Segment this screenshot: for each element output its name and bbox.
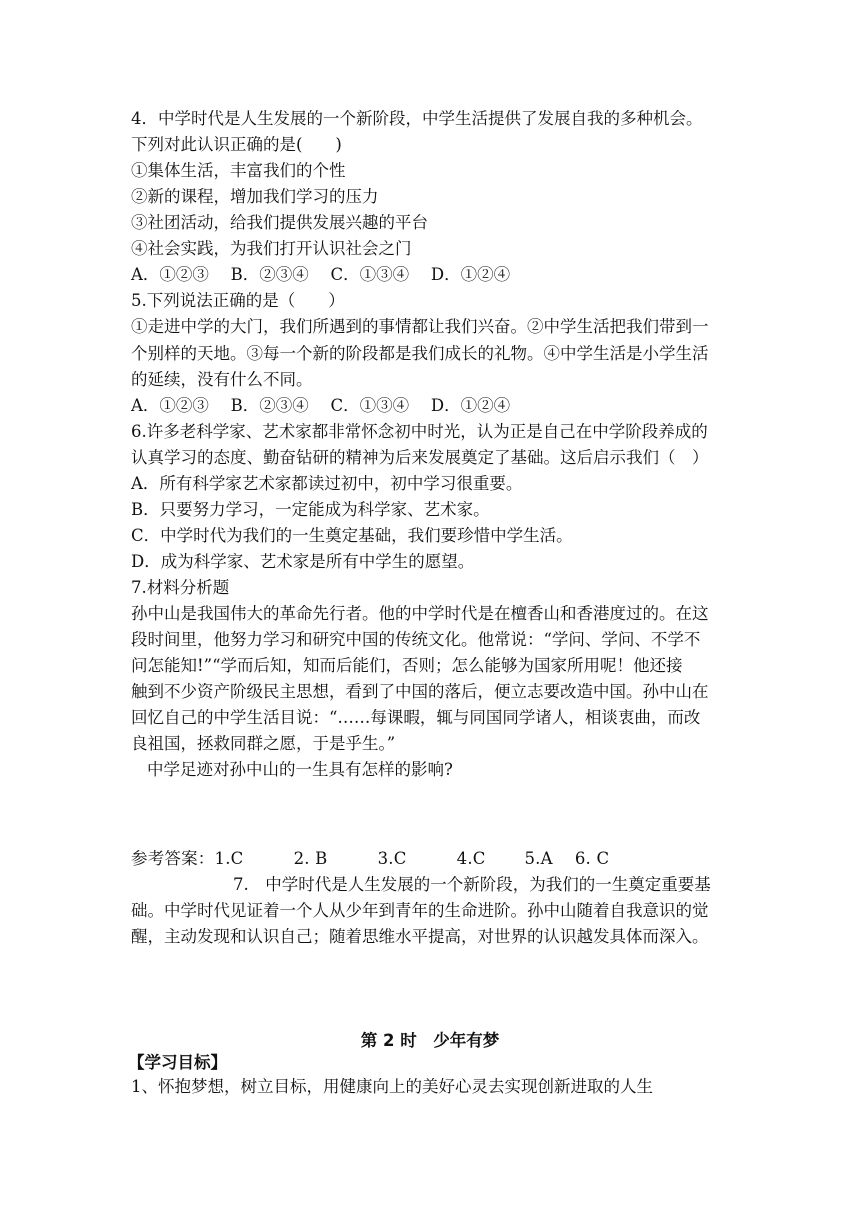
- q6-option-c: C．中学时代为我们的一生奠定基础，我们要珍惜中学生活。: [131, 526, 573, 545]
- q7-material-line6: 良祖国，拯救同群之愿，于是乎生。”: [131, 734, 396, 753]
- q7-title: 7.材料分析题: [131, 578, 230, 597]
- q4-item-2: ②新的课程，增加我们学习的压力: [131, 187, 379, 206]
- q5-options: A．①②③ B．②③④ C．①③④ D．①②④: [131, 396, 511, 415]
- q6-option-d: D．成为科学家、艺术家是所有中学生的愿望。: [131, 552, 475, 571]
- q5-body-line2: 个别样的天地。③每一个新的阶段都是我们成长的礼物。④中学生活是小学生活: [131, 344, 709, 363]
- answers-label: 参考答案：: [131, 849, 215, 868]
- answer7-line2: 础。中学时代见证着一个人从少年到青年的生命进阶。孙中山随着自我意识的觉: [131, 901, 709, 920]
- q5-body-line3: 的延续，没有什么不同。: [131, 370, 313, 389]
- q4-stem-line2: 下列对此认识正确的是( ): [131, 135, 342, 154]
- q4-stem-line1: 4．中学时代是人生发展的一个新阶段，中学生活提供了发展自我的多种机会。: [131, 109, 703, 128]
- q6-stem-line2: 认真学习的态度、勤奋钻研的精神为后来发展奠定了基础。这后启示我们（ ）: [131, 448, 709, 467]
- q7-material-line5: 回忆自己的中学生活目说：“……每课暇，辄与同国同学诸人，相谈衷曲，而改: [131, 708, 701, 727]
- answers-list: 1.C 2. B 3.C 4.C 5.A 6. C: [214, 849, 610, 868]
- q7-material-line1: 孙中山是我国伟大的革命先行者。他的中学时代是在檀香山和香港度过的。在这: [131, 604, 709, 623]
- q7-material-line3: 问怎能知!”“学而后知，知而后能们，否则；怎么能够为国家所用呢！他还接: [131, 656, 683, 675]
- objectives-heading: 【学习目标】: [128, 1053, 227, 1072]
- q7-material-line4: 触到不少资产阶级民主思想，看到了中国的落后，便立志要改造中国。孙中山在: [131, 682, 709, 701]
- q7-question: 中学足迹对孙中山的一生具有怎样的影响?: [147, 760, 453, 779]
- answer7-line1: 7. 中学时代是人生发展的一个新阶段，为我们的一生奠定重要基: [233, 875, 711, 894]
- q4-item-1: ①集体生活，丰富我们的个性: [131, 161, 346, 180]
- q5-stem: 5.下列说法正确的是（ ）: [131, 291, 345, 310]
- q6-option-a: A．所有科学家艺术家都读过初中，初中学习很重要。: [131, 474, 523, 493]
- q7-material-line2: 段时间里，他努力学习和研究中国的传统文化。他常说：“学问、学问、不学不: [131, 630, 701, 649]
- q6-option-b: B．只要努力学习，一定能成为科学家、艺术家。: [131, 500, 490, 519]
- q4-options: A．①②③ B．②③④ C．①③④ D．①②④: [131, 265, 511, 284]
- answers-row: [131, 846, 609, 872]
- lesson-title: 第 2 时 少年有梦: [360, 1031, 500, 1050]
- q6-stem-line1: 6.许多老科学家、艺术家都非常怀念初中时光，认为正是自己在中学阶段养成的: [131, 422, 708, 441]
- q4-item-3: ③社团活动，给我们提供发展兴趣的平台: [131, 213, 428, 232]
- answer7-line3: 醒，主动发现和认识自己；随着思维水平提高，对世界的认识越发具体而深入。: [131, 927, 709, 946]
- q4-item-4: ④社会实践，为我们打开认识社会之门: [131, 239, 412, 258]
- q5-body-line1: ①走进中学的大门，我们所遇到的事情都让我们兴奋。②中学生活把我们带到一: [131, 317, 709, 336]
- objective-1: 1、怀抱梦想，树立目标，用健康向上的美好心灵去实现创新进取的人生: [131, 1077, 653, 1096]
